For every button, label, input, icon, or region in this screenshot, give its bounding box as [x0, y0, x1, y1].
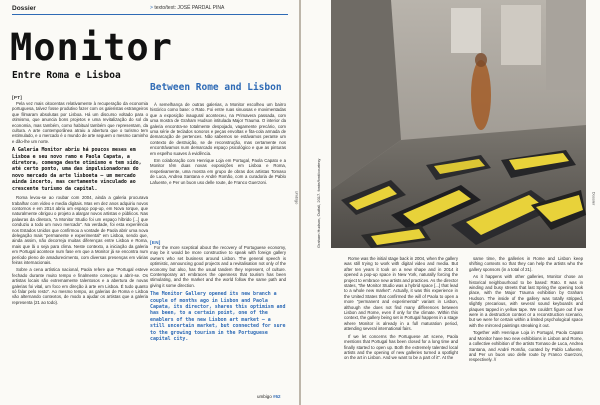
folio — [257, 394, 281, 399]
en-column-3 — [469, 256, 583, 365]
paragraph: For the more sceptical about the recovery of Portuguese economy, may be it would be more constructive to speak with foreign gallery owners who set business around Lisbon. The general speech is optimistic, announcing good projects and a revitalisation not only of the economy but also, has the usual tandem they represent, of culture. Contemporary art embraces the openness that tourism has been stimulating, and the market and the world follow the same path and giving it some direction. — [150, 245, 286, 288]
lang-tag-en: [EN] — [150, 240, 161, 245]
paragraph: Roma levou-se ao roubar com 2004, ainda a galeria procurava trabalhar com vídeo e media digitais. Mas em dez anos adquiriu novos contornos e em 2014 abriu um espaço pop-up, em Nova Iorque, que naturalmente obrigou o projeto a alargar novos artistas e públicos. Nas palavras da diretora, "a Monitor Studio foi um espaço híbrido [...] que conduziu a todo um novo mercado". Na verdade, foi esta experiência nos Estados Unidos que confirmou a vontade de Paola abrir uma nova delegação mais "permanente e experimental" em Lisboa, sendo que, ainda assim, não decorreja muitas diferenças entre Lisboa e Roma, mais que lá o seja para clima. Neste contexto, a iniciação da galeria em Portugal acontece num fase em que a Monitor já se encontra num período pleno de amadurecimento, com diversas presenças em várias feiras internacionais. — [12, 195, 148, 265]
en-column-2 — [344, 256, 458, 363]
paragraph: If we let concerns the Portuguese art scene, Paola mentions that Portugal has been closed for a long time and finally started to open up. Both the extremely talented local artists and the opening of new galleries turned a spotlight on the art in Lisbon. And we want to be a part of it". At the — [344, 333, 458, 361]
byline-arrow-icon: > — [150, 5, 153, 11]
paragraph: Sobre a cena artística nacional, Paola refere que "Portugal esteve fechado durante muito tempo e finalmente começou a abrir-se. Os artistas locais são extremamente talentosos e a abertura de novas galerias foi vital, um foco em direção à arte em Lisboa. É tudo quanto só falar pelo resto". Ao mesmo tempo, as galerias de Roma e Lisboa vão alternando contextos, de modo a ajudar os artistas que a galeria representa (21 ao todo). — [12, 267, 148, 305]
paragraph: As it happens with other galleries, Monitor chose an historical neighbourhood to be based: Rato. It was in winding and busy streets that last Spring the opening took place, with the Major Trauma exhibition by Graham Hudson. The inside of the gallery was totally stripped, slightly precarious, with several sound keyboards and plaques tapped in yellow tape. We couldn't figure out if we were in a destruction context or a reconstruction scenario, but we were for certain within a limited psychological space with the mirrored paintings streaking it out. — [469, 274, 583, 328]
lang-tag-pt: [PT] — [12, 95, 23, 100]
paragraph: same time, the galleries in Rome and Lisbon keep shifting contexts so that they can help the artists who the gallery sponsors (in a total of 21). — [469, 256, 583, 272]
photo-credit: Graham Hudson, Outfall, 2017. fonte/font/courtesy — [316, 158, 321, 248]
folio-magazine: umbigo — [257, 394, 272, 399]
installation-photo — [331, 0, 586, 248]
byline — [150, 5, 224, 11]
pull-quote-pt: A Galeria Monitor abriu há poucos meses em Lisboa e seu novo ramo e Paola Capata, a diretora, comenga deste otimismo e tem sido, até certo ponto, uma das impulsionadoras do novo mercado da arte lisboeta – um mercado ainda incerto, mas certamente vinculado ao crescente turismo da capital. — [12, 147, 142, 192]
en-column-1 — [150, 245, 286, 346]
page-number: #62 — [273, 394, 281, 399]
section-label: Dossier — [12, 5, 36, 12]
right-page — [301, 0, 600, 405]
header-rule — [12, 14, 288, 15]
subtitle-pt: Entre Roma e Lisboa — [12, 70, 121, 81]
left-page — [0, 0, 299, 405]
pt-column-2 — [150, 102, 286, 187]
byline-text: texto/text: JOSÉ PARDAL PINA — [154, 5, 225, 11]
paragraph: À semelhança de outras galerias, a Monitor escolheu um bairro histórico como base: o Rato. Foi entre ruas sinuosas e movimentadas que a exposição inaugural aconteceu, na Primavera passada, com uma mostra de Graham Hudson intitulada Major Trauma. O interior da galeria encontra-se totalmente despojado, vagamente precário, com uma série de teclados sonoros e peças envoltas e fita-cola armada de demarcação de pertences. Não sabemos se estávamos perante um contexto de destruição, se de reconstrução, mas certamente nos encontrávamos num demarcado espaço psicológico e que as pinturas em espelho suaves à evidência. — [150, 102, 286, 156]
side-label-right: Dossier — [591, 191, 597, 206]
paragraph: Em colaboração com Henrique Loja em Portugal, Paola Capato e a Monitor têm duas novas exposições em Lisboa e Roma, respetivamente, uma mostra em grupo de obras dos artistas Tomaso de Luca, Andrea Santana e André Romão, com a curadoria de Pablo Lafuente, e Per un buon uso delle route, de Franco Guerzoni. — [150, 158, 286, 185]
paragraph: Rome was the initial stage back in 2004, when the gallery was still trying to work with digital video and media. But after ten years it took on a new shape and in 2014 it opened a pop-up space in New York, naturally forcing the project to embrace new artists and practices. As the director states, "the Monitor Studio was a hybrid space [...] that lead to a whole new market". Actually, it was this experience in the United States that confirmed the will of Paola to open a more "permanent and experimental" variant in Lisbon, although she does not find many differences between Lisbon and Rome, even if only for the climate. Within this context, the gallery being set in Portugal happens in a stage where Monitor is already in a full maturation period, attending several international fairs. — [344, 256, 458, 332]
subtitle-en: Between Rome and Lisbon — [150, 82, 282, 93]
article-title: Monitor — [10, 26, 173, 69]
side-label-left: Umbigo — [294, 190, 299, 205]
pull-quote-en: The Monitor Gallery opened its new branch a couple of months ago in Lisbon and Paola Capata, its director, shares this optimism and has been, to a certain point, one of the enablers of the new Lisbon art market – a still uncertain market, but connected for sure to the growing tourism in the Portuguese capital city. — [150, 291, 286, 343]
paragraph: Together with Henrique Loja in Portugal, Paola Capato and Monitor have two new exhibitions in Lisbon and Rome, a collective exhibition of the artists Tomaso de Luca, Andrea Santana, and André Romão, curated by Pablo Lafuente, and Per un buon uso delle route by Franco Guerzoni, respectively. // — [469, 330, 583, 363]
photo-illustration — [331, 0, 586, 248]
paragraph: Pela vez mais oitocentas relativamente à recuperação da economia portuguesa, talvez fosse produtivo fazer com os galeristas estrangeiros que filmaram absolutas por Lisboa. Há um discurso voltado para o otimismo, que anuncia bons projetos e uma revitalização do sol da economia, mas também, como habitual também que representam, da cultura. A arte contemporânea atraiu a abertura que o turismo tem estimulado, e o mercado é o mundo de arte seguem o mesmo caminho e dão-lhe um norte. — [12, 101, 148, 144]
pt-column-1 — [12, 101, 148, 307]
